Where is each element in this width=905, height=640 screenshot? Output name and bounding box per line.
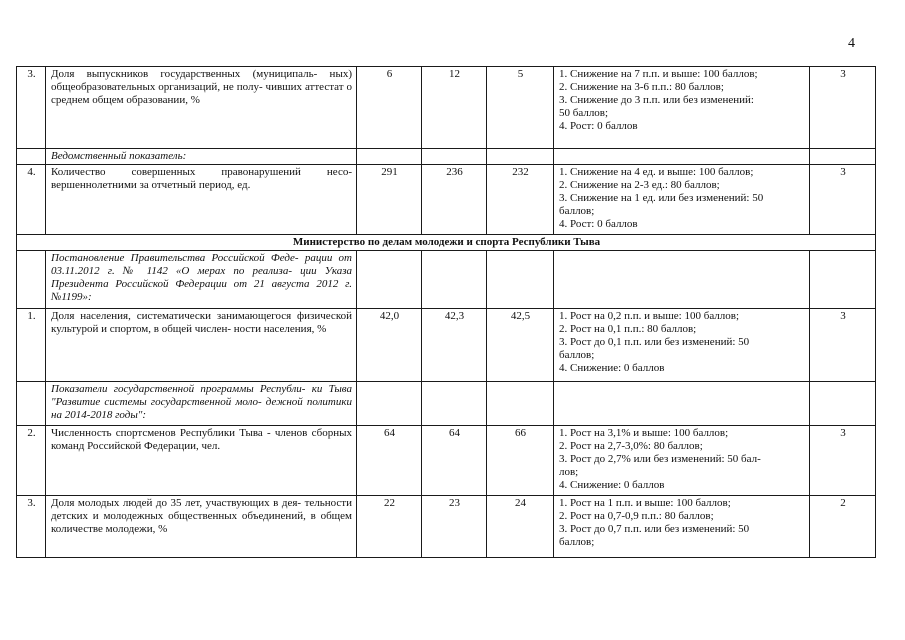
criteria-line: 4. Рост: 0 баллов: [559, 120, 638, 132]
table-row: [17, 426, 876, 496]
value-2: 64: [422, 426, 487, 496]
criteria-line: 4. Снижение: 0 баллов: [559, 362, 665, 374]
criteria-line: 2. Снижение на 2-3 ед.: 80 баллов;: [559, 179, 720, 191]
criteria-line: баллов;: [559, 536, 595, 548]
value-1: 22: [357, 496, 422, 558]
value-2: 236: [422, 165, 487, 235]
criteria-line: баллов;: [559, 205, 595, 217]
ministry-row: [17, 235, 876, 251]
indicator-name: Количество совершенных правонарушений несо- вершеннолетними за отчетный период, ед.: [46, 165, 357, 235]
value-3: 66: [487, 426, 554, 496]
ministry-heading: Министерство по делам молодежи и спорта Республики Тыва: [17, 235, 876, 251]
criteria-cell: [554, 426, 810, 496]
decree-heading: Постановление Правительства Российской Феде- рации от 03.11.2012 г. № 1142 «О мерах по реализа- ции Указа Президента Российской Федерации от 21 августа 2012 г. №1199»:: [46, 251, 357, 309]
indicator-name: Доля молодых людей до 35 лет, участвующих в дея- тельности детских и молодежных общественных объединений, в общем количестве молодежи, %: [46, 496, 357, 558]
criteria-line: 3. Рост до 0,7 п.п. или без изменений: 50: [559, 523, 750, 535]
value-1: 64: [357, 426, 422, 496]
criteria-line: 2. Снижение на 3-6 п.п.: 80 баллов;: [559, 81, 724, 93]
score: 3: [810, 426, 876, 496]
criteria-line: 50 баллов;: [559, 107, 609, 119]
value-3: 5: [487, 67, 554, 149]
criteria-line: 2. Рост на 0,7-0,9 п.п.: 80 баллов;: [559, 510, 714, 522]
section-heading-row: [17, 149, 876, 165]
criteria-line: 1. Рост на 0,2 п.п. и выше: 100 баллов;: [559, 310, 740, 322]
row-number: 4.: [17, 165, 46, 235]
criteria-line: 4. Рост: 0 баллов: [559, 218, 638, 230]
score: 3: [810, 309, 876, 382]
criteria-line: 3. Снижение до 3 п.п. или без изменений:: [559, 94, 754, 106]
section-heading-row: [17, 251, 876, 309]
criteria-line: 1. Рост на 3,1% и выше: 100 баллов;: [559, 427, 729, 439]
value-3: 24: [487, 496, 554, 558]
table-row: [17, 496, 876, 558]
criteria-line: лов;: [559, 466, 579, 478]
value-2: 42,3: [422, 309, 487, 382]
criteria-line: 2. Рост на 0,1 п.п.: 80 баллов;: [559, 323, 697, 335]
criteria-line: 1. Снижение на 7 п.п. и выше: 100 баллов;: [559, 68, 758, 80]
score: 3: [810, 165, 876, 235]
value-2: 12: [422, 67, 487, 149]
criteria-cell: [554, 309, 810, 382]
indicator-name: Численность спортсменов Республики Тыва - членов сборных команд Российской Федерации, чел.: [46, 426, 357, 496]
value-2: 23: [422, 496, 487, 558]
criteria-line: баллов;: [559, 349, 595, 361]
program-heading: Показатели государственной программы Республи- ки Тыва "Развитие системы государственной моло- дежной политики на 2014-2018 годы":: [46, 382, 357, 426]
table-row: [17, 67, 876, 149]
value-3: 42,5: [487, 309, 554, 382]
value-1: 6: [357, 67, 422, 149]
row-number: 3.: [17, 496, 46, 558]
criteria-line: 1. Рост на 1 п.п. и выше: 100 баллов;: [559, 497, 731, 509]
row-number: 1.: [17, 309, 46, 382]
criteria-cell: [554, 165, 810, 235]
criteria-line: 1. Снижение на 4 ед. и выше: 100 баллов;: [559, 166, 754, 178]
criteria-cell: [554, 496, 810, 558]
criteria-line: 3. Рост до 0,1 п.п. или без изменений: 50: [559, 336, 750, 348]
indicator-name: Доля выпускников государственных (муниципаль- ных) общеобразовательных организаций, не полу- чивших аттестат о среднем общем образовании, %: [46, 67, 357, 149]
value-3: 232: [487, 165, 554, 235]
page-number: 4: [848, 36, 855, 51]
table-row: [17, 309, 876, 382]
criteria-line: 2. Рост на 2,7-3,0%: 80 баллов;: [559, 440, 703, 452]
criteria-line: 4. Снижение: 0 баллов: [559, 479, 665, 491]
value-1: 291: [357, 165, 422, 235]
value-1: 42,0: [357, 309, 422, 382]
score: 3: [810, 67, 876, 149]
score: 2: [810, 496, 876, 558]
criteria-cell: [554, 67, 810, 149]
criteria-line: 3. Снижение на 1 ед. или без изменений: 50: [559, 192, 764, 204]
indicator-name: Доля населения, систематически занимающегося физической культурой и спортом, в общей числен- ности населения, %: [46, 309, 357, 382]
section-heading-row: [17, 382, 876, 426]
dept-heading: Ведомственный показатель:: [46, 149, 357, 165]
criteria-line: 3. Рост до 2,7% или без изменений: 50 бал-: [559, 453, 761, 465]
row-number: 2.: [17, 426, 46, 496]
row-number: 3.: [17, 67, 46, 149]
table-row: [17, 165, 876, 235]
indicators-table: [16, 66, 876, 558]
